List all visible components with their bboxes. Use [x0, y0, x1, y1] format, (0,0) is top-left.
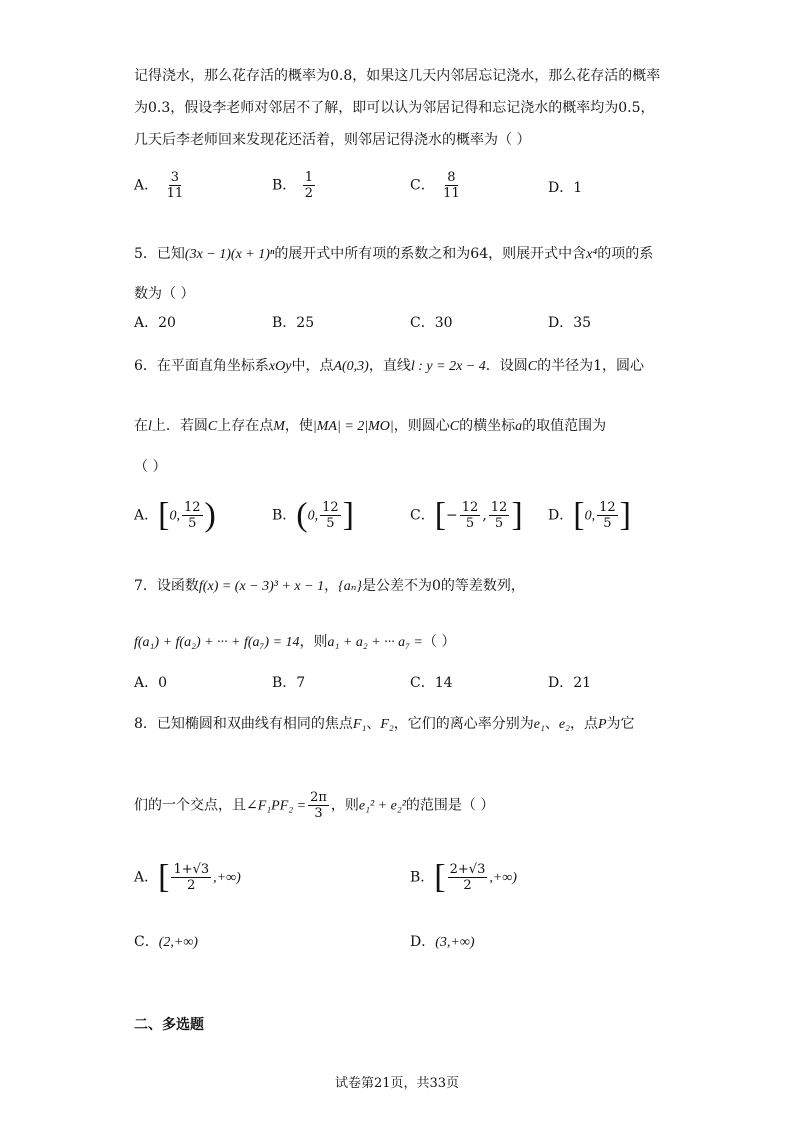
q7-line2: f(a₁) + f(a₂) + ··· + f(a₇) = 14，则a₁ + a₂ + ··· a₇ =（ ） — [134, 634, 456, 650]
section-title: 二、多选题 — [134, 1017, 204, 1033]
fraction: $\frac{8}{11}$ — [443, 170, 460, 201]
page-footer: 试卷第21页，共33页 — [334, 1076, 460, 1091]
q6-line1: 6．在平面直角坐标系xOy中，点A(0,3)，直线l : y = 2x − 4．设圆C的半径为1，圆心 — [134, 358, 644, 374]
q5-x4: x⁴ — [586, 247, 598, 262]
q6-option-d[interactable]: D．[0, $\frac{12}{5}$ ] — [548, 496, 631, 534]
q5-line2: 数为（ ） — [134, 286, 195, 302]
fraction: $\frac{3}{11}$ — [166, 170, 184, 201]
q8-option-c[interactable]: C．(2,+∞) — [134, 934, 198, 950]
q4-line1: 记得浇水，那么花存活的概率为0.8，如果这几天内邻居忘记浇水，那么花存活的概率 — [134, 68, 661, 84]
q7-option-d[interactable]: D．21 — [548, 675, 592, 691]
q4-option-b[interactable]: B． $\frac{1}{2}$ — [272, 170, 314, 201]
q7-option-c[interactable]: C．14 — [410, 675, 453, 691]
q6-option-b[interactable]: B．(0, $\frac{12}{5}$ ] — [272, 496, 354, 534]
q7-line1: 7．设函数f(x) = (x − 3)³ + x − 1，{aₙ}是公差不为0的等差数列， — [134, 578, 525, 594]
q7-option-b[interactable]: B．7 — [272, 675, 306, 691]
q5-expression: (3x − 1)(x + 1)ⁿ — [184, 247, 275, 262]
q4-line3: 几天后李老师回来发现花还活着，则邻居记得浇水的概率为（ ） — [134, 132, 531, 148]
q8-option-d[interactable]: D．(3,+∞) — [410, 934, 475, 950]
q7-option-a[interactable]: A．0 — [134, 675, 168, 691]
q8-line1: 8．已知椭圆和双曲线有相同的焦点F₁、F₂，它们的离心率分别为e₁、e₂，点P为它 — [134, 716, 635, 732]
q4-option-c[interactable]: C． $\frac{8}{11}$ — [410, 170, 460, 201]
q8-line2: 们的一个交点，且∠F₁PF₂ = $\frac{2\pi}{3}$ ，则e₁² + e₂²的范围是（ ） — [134, 790, 495, 821]
q4-option-d[interactable]: D．1 — [548, 180, 583, 196]
q4-line2: 为0.3，假设李老师对邻居不了解，即可以认为邻居记得和忘记浇水的概率均为0.5， — [134, 100, 655, 116]
q5-line1: 5．已知(3x − 1)(x + 1)ⁿ的展开式中所有项的系数之和为64，则展开式中含x⁴的项的系 — [134, 246, 654, 262]
q6-line3: （ ） — [134, 459, 167, 475]
q5-option-b[interactable]: B．25 — [272, 315, 315, 331]
fraction: $\frac{1}{2}$ — [304, 170, 314, 201]
q6-option-c[interactable]: C．[− $\frac{12}{5}$ , $\frac{12}{5}$ ] — [410, 496, 523, 534]
q5-option-a[interactable]: A．20 — [134, 315, 176, 331]
q6-option-a[interactable]: A．[0, $\frac{12}{5}$ ) — [134, 496, 216, 534]
q5-option-d[interactable]: D．35 — [548, 315, 592, 331]
q8-option-b[interactable]: B．[ $\frac{2+√3}{2}$ ,+∞) — [410, 858, 517, 896]
q5-option-c[interactable]: C．30 — [410, 315, 453, 331]
q8-option-a[interactable]: A．[ $\frac{1+√3}{2}$ ,+∞) — [134, 858, 241, 896]
q4-option-a[interactable]: A． $\frac{3}{11}$ — [134, 170, 184, 201]
q6-line2: 在l上．若圆C上存在点M，使|MA| = 2|MO|，则圆心C的横坐标a的取值范围为 — [134, 418, 607, 434]
